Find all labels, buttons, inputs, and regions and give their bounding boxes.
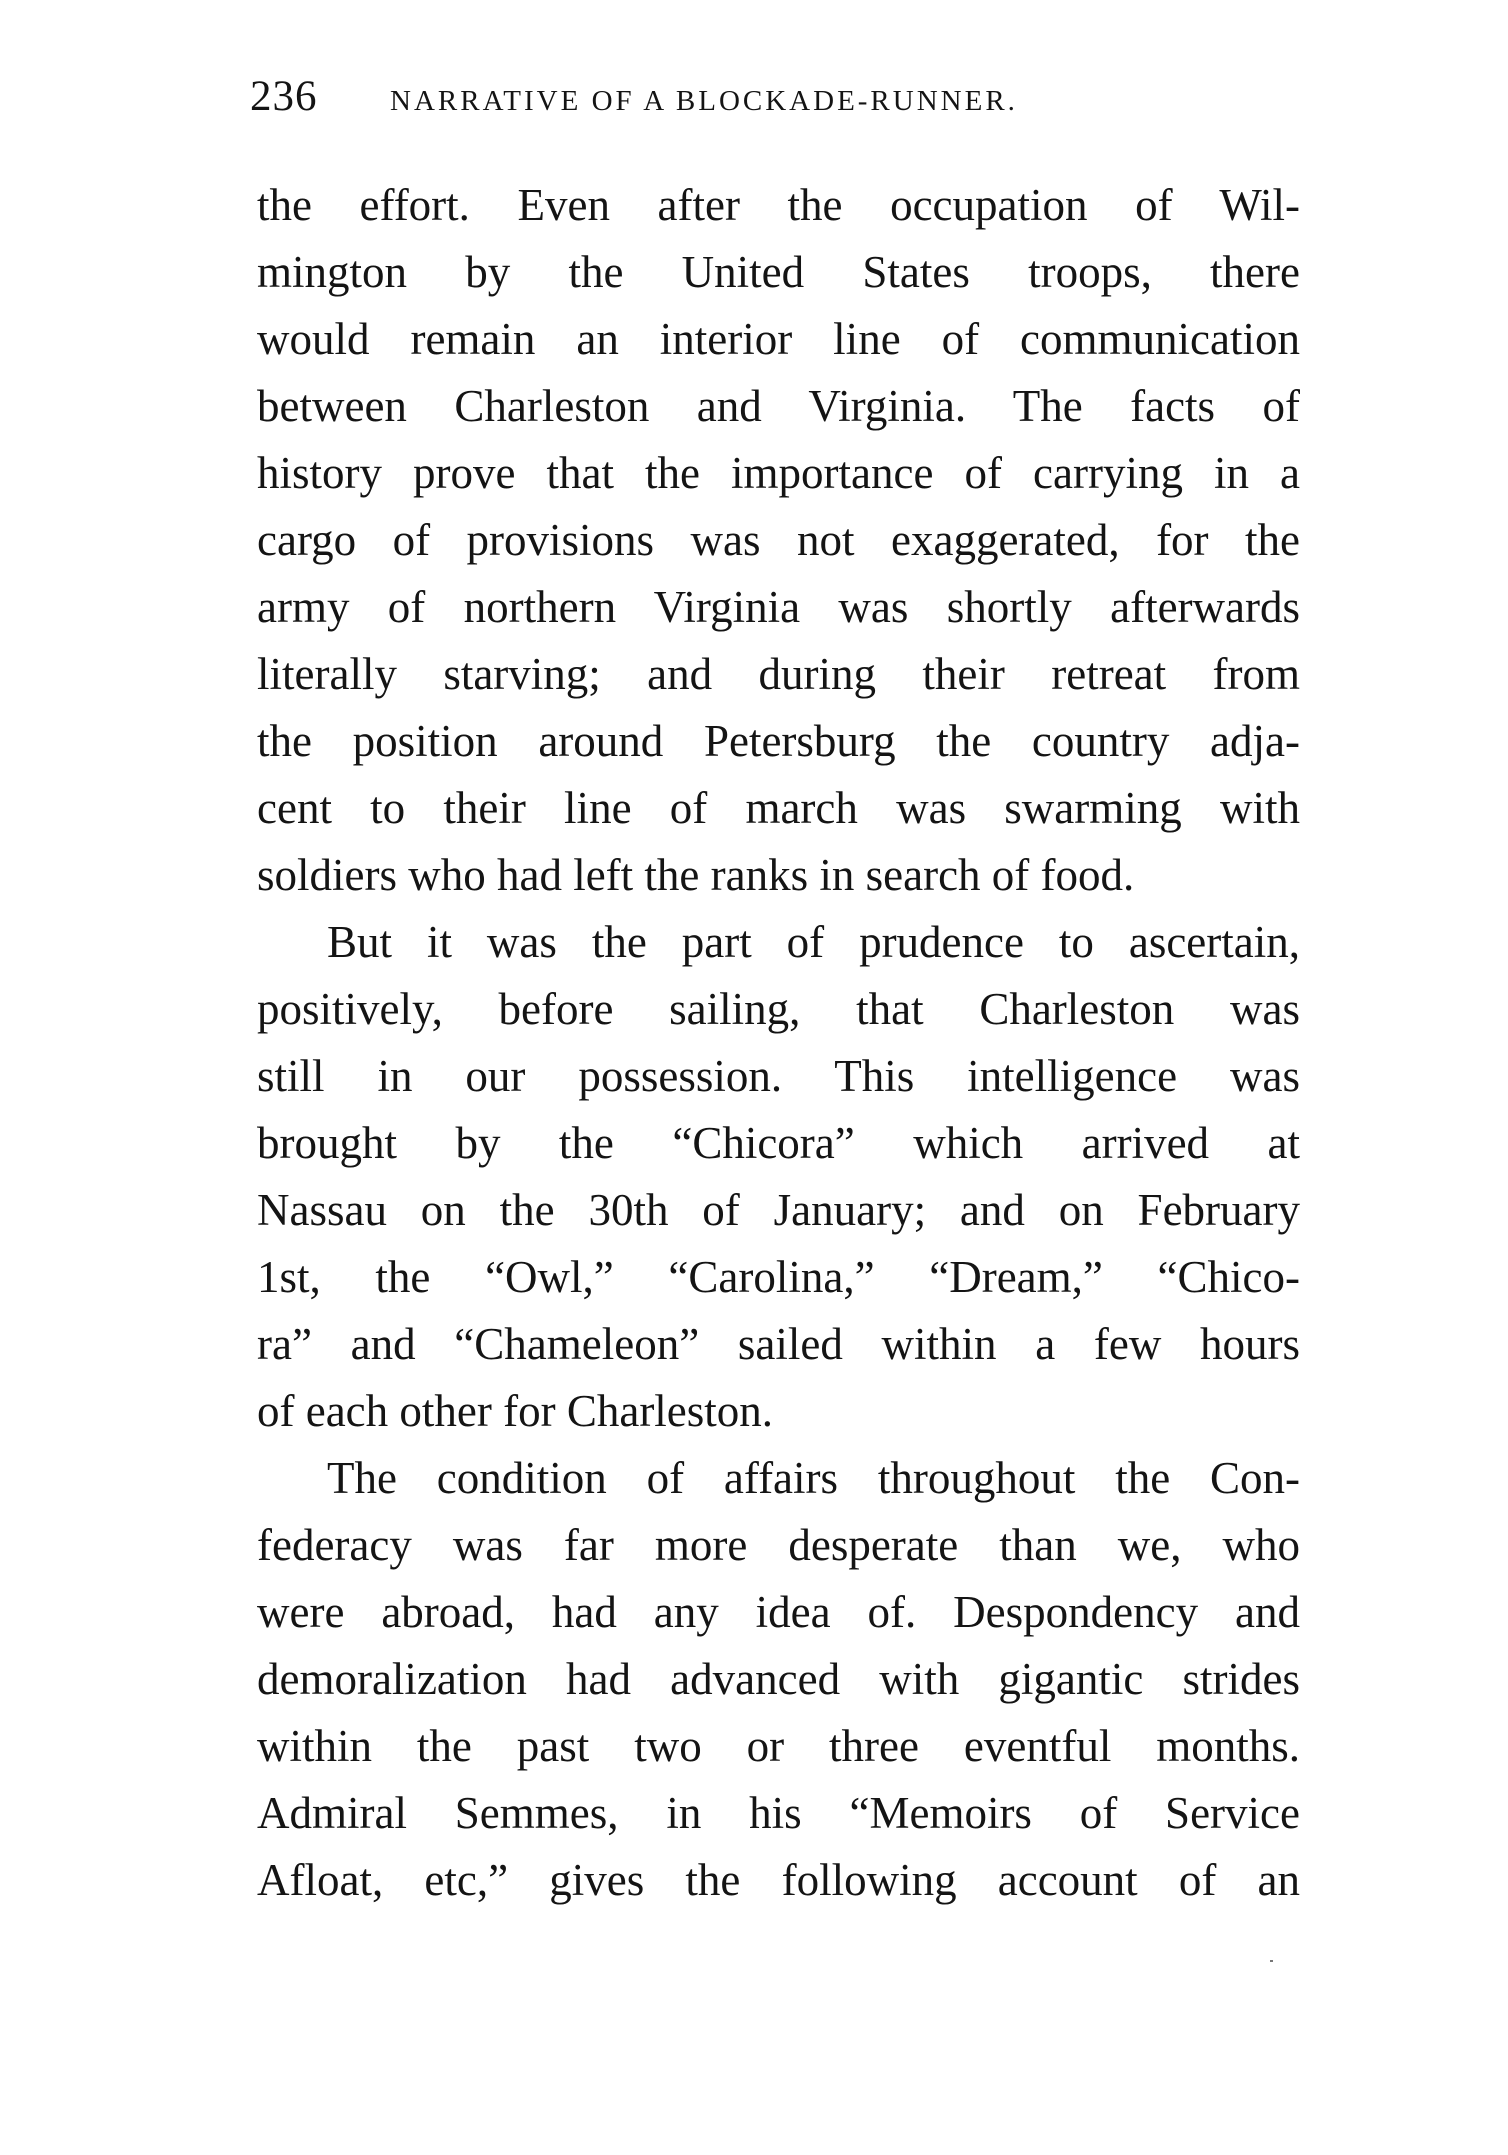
text-line: between Charleston and Virginia. The facts of: [257, 381, 1300, 431]
text-line: cargo of provisions was not exaggerated, for the: [257, 515, 1300, 565]
text-line: demoralization had advanced with gigantic strides: [257, 1654, 1300, 1704]
text-line: Afloat, etc,” gives the following account of an: [257, 1855, 1300, 1905]
text-line: soldiers who had left the ranks in search of food.: [257, 850, 1135, 900]
text-line: literally starving; and during their retreat from: [257, 649, 1300, 699]
text-line: of each other for Charleston.: [257, 1386, 774, 1436]
text-line: army of northern Virginia was shortly afterwards: [257, 582, 1300, 632]
text-line: would remain an interior line of communication: [257, 314, 1300, 364]
text-line: positively, before sailing, that Charleston was: [257, 984, 1300, 1034]
running-head: NARRATIVE OF A BLOCKADE-RUNNER.: [390, 85, 1018, 117]
page-header: [250, 62, 1290, 132]
text-line: brought by the “Chicora” which arrived at: [257, 1118, 1300, 1168]
paper-speck: [1270, 1960, 1273, 1962]
text-line: ra” and “Chameleon” sailed within a few hours: [257, 1319, 1300, 1369]
text-line: mington by the United States troops, there: [257, 247, 1300, 297]
text-line: within the past two or three eventful months.: [257, 1721, 1300, 1771]
text-line: Nassau on the 30th of January; and on February: [257, 1185, 1300, 1235]
paragraph-first-line: The condition of affairs throughout the Con-: [327, 1453, 1300, 1503]
text-line: were abroad, had any idea of. Despondency and: [257, 1587, 1300, 1637]
text-line: cent to their line of march was swarming with: [257, 783, 1300, 833]
paragraph-first-line: But it was the part of prudence to ascertain,: [327, 917, 1300, 967]
text-line: Admiral Semmes, in his “Memoirs of Service: [257, 1788, 1300, 1838]
text-line: the effort. Even after the occupation of Wil-: [257, 180, 1300, 230]
text-line: still in our possession. This intelligence was: [257, 1051, 1300, 1101]
text-line: the position around Petersburg the country adja-: [257, 716, 1300, 766]
page-number: 236: [250, 73, 318, 120]
text-line: federacy was far more desperate than we, who: [257, 1520, 1300, 1570]
text-line: 1st, the “Owl,” “Carolina,” “Dream,” “Chico-: [257, 1252, 1300, 1302]
body-text: [257, 172, 1300, 1914]
text-line: history prove that the importance of carrying in a: [257, 448, 1300, 498]
